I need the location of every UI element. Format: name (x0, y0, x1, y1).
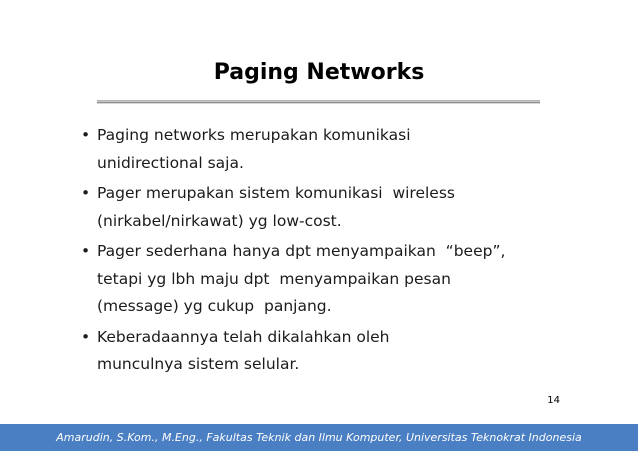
bullet-text-line: Pager sederhana hanya dpt menyampaikan “beep”, (97, 242, 506, 260)
footer-text: Amarudin, S.Kom., M.Eng., Fakultas Teknik dan Ilmu Komputer, Universitas Teknokrat Indonesia (56, 431, 582, 444)
bullet-icon: • (81, 242, 91, 260)
bullet-text-line: Pager merupakan sistem komunikasi wireless (97, 184, 455, 202)
bullet-text-line: (message) yg cukup panjang. (97, 297, 332, 315)
page-number: 14 (547, 395, 560, 406)
bullet-text-line: Keberadaannya telah dikalahkan oleh (97, 327, 390, 346)
bullet-item (78, 180, 578, 235)
slide-title: Paging Networks (213, 60, 425, 85)
bullet-icon: • (81, 327, 91, 346)
bullet-text-line: unidirectional saja. (97, 153, 244, 172)
bullet-list (78, 122, 578, 382)
bullet-text-line: tetapi yg lbh maju dpt menyampaikan pesan (97, 269, 451, 288)
bullet-item (78, 238, 578, 321)
bullet-text-line: munculnya sistem selular. (97, 355, 300, 373)
bullet-item (78, 324, 578, 379)
bullet-text-line: (nirkabel/nirkawat) yg low-cost. (97, 211, 342, 230)
bullet-icon: • (81, 184, 91, 202)
bullet-item (78, 122, 578, 177)
bullet-text-line: Paging networks merupakan komunikasi (97, 126, 411, 144)
bullet-icon: • (81, 126, 91, 144)
title-divider (97, 100, 540, 104)
